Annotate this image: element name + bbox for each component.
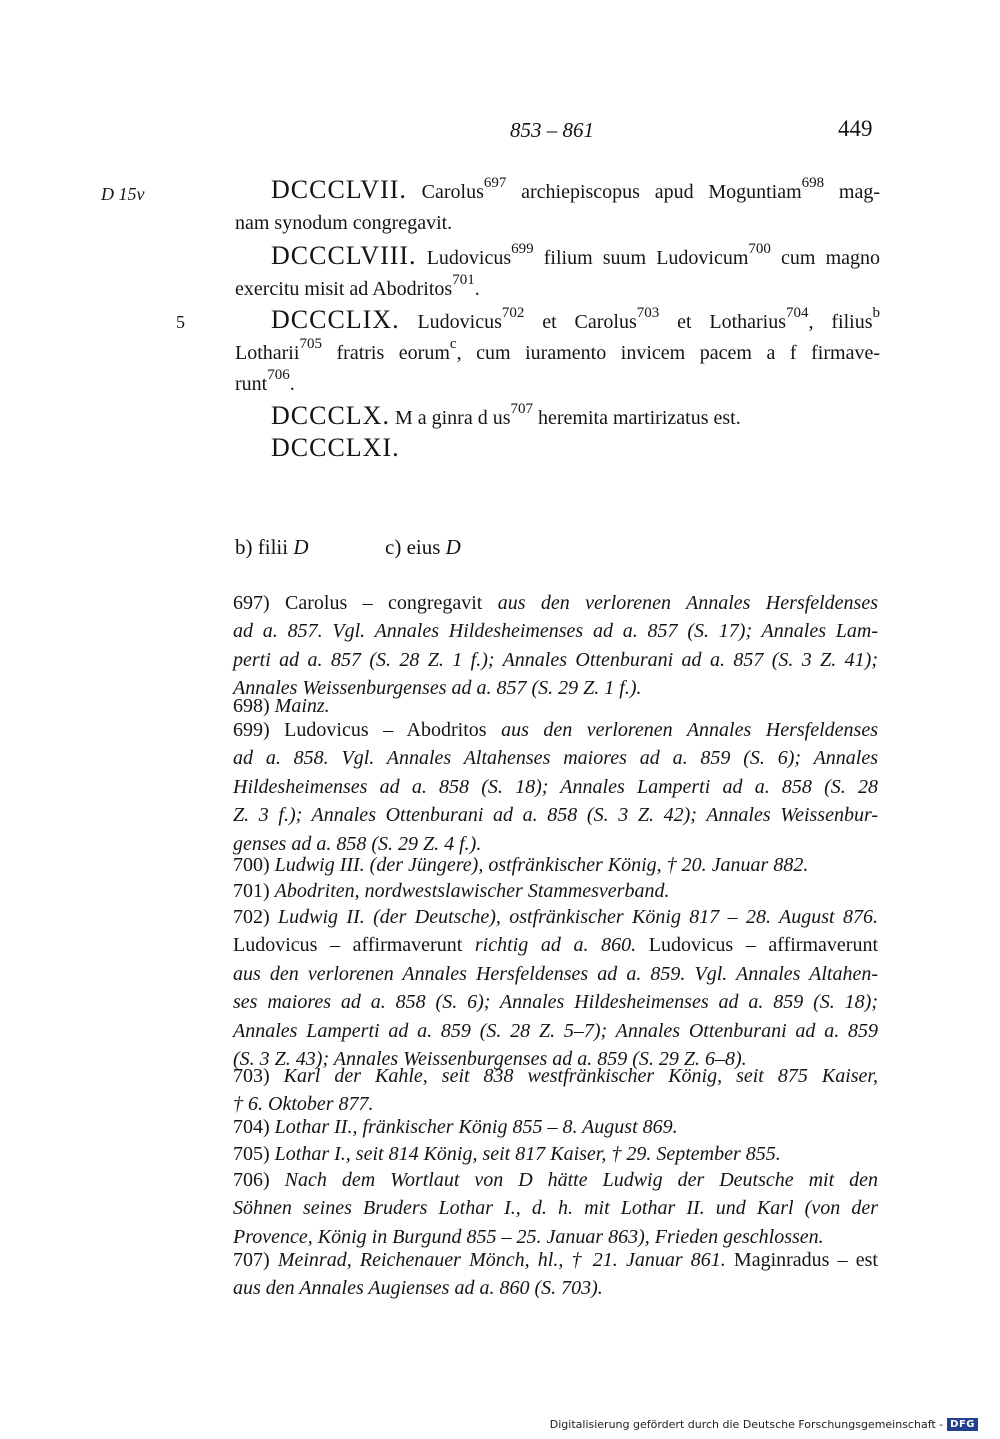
- footnote-text: Nach dem Wortlaut von D hätte Ludwig der Deutsche mit den: [284, 1169, 878, 1191]
- variant-note-label: c) eius: [385, 535, 446, 559]
- entry-text: filium suum Ludovicum: [533, 247, 749, 269]
- footnote-706: [233, 1166, 878, 1251]
- footnote-text: 699) Ludovicus – Abodritos: [233, 719, 502, 741]
- footnote-text: Abodriten, nordwestslawischer Stammesverband.: [274, 880, 670, 902]
- footnote-line: [233, 1194, 878, 1222]
- entry-text: heremita martirizatus est.: [533, 407, 741, 429]
- entry-text: Lotharii: [235, 342, 300, 364]
- footnote-text: aus den Annales Augienses ad a. 860 (S. 703).: [233, 1277, 603, 1300]
- running-header-years: 853 – 861: [510, 118, 594, 142]
- footnote-text: Hildesheimenses ad a. 858 (S. 18); Annales Lamperti ad a. 858 (S. 28: [233, 775, 878, 798]
- credit-text: Digitalisierung gefördert durch die Deutsche Forschungsgemeinschaft -: [549, 1418, 944, 1431]
- footnote-text: Lothar II., fränkischer König 855 – 8. August 869.: [274, 1116, 678, 1138]
- footnote-line: [233, 1166, 878, 1194]
- footnote-701: [233, 877, 878, 905]
- footnote-text: genses ad a. 858 (S. 29 Z. 4 f.).: [233, 832, 482, 855]
- footnote-text: Mainz.: [274, 695, 330, 717]
- footnote-text: 701): [233, 880, 275, 902]
- footnote-line: [233, 617, 878, 645]
- entry-text: fratris eorum: [321, 342, 450, 364]
- variant-ref: b: [872, 305, 880, 321]
- footnote-text: Ludovicus – affirmaverunt: [233, 934, 475, 957]
- entry-text: et Carolus: [524, 311, 637, 333]
- footnote-ref: 706: [267, 367, 290, 383]
- entry-text: , cum iuramento invicem pacem a f firmave-: [456, 342, 880, 364]
- footnote-ref: 704: [786, 305, 809, 321]
- entry-text: exercitu misit ad Abodritos: [235, 278, 453, 300]
- footnote-text: 704): [233, 1116, 275, 1138]
- variant-note-b: [235, 535, 309, 560]
- footnote-text: Annales Lamperti ad a. 859 (S. 28 Z. 5–7); Annales Ottenburani ad a. 859: [233, 1019, 878, 1042]
- entry-861: [271, 433, 400, 465]
- footnote-ref: 697: [483, 175, 507, 191]
- footnote-ref: 701: [452, 272, 475, 288]
- entry-text: mag-: [824, 181, 880, 203]
- footnote-text: richtig ad a. 860.: [474, 934, 637, 957]
- footnote-line: [233, 1017, 878, 1045]
- footnote-line: [233, 903, 878, 931]
- year-heading: DCCCLVIII.: [271, 241, 417, 270]
- footnote-text: Lothar I., seit 814 König, seit 817 Kaiser, † 29. September 855.: [274, 1143, 781, 1165]
- entry-858: [235, 241, 880, 306]
- entry-857-line-2: nam synodum congregavit.: [235, 212, 453, 234]
- footnote-text: ad a. 858. Vgl. Annales Altahenses maiores ad a. 859 (S. 6); Annales: [233, 747, 878, 770]
- footnote-704: [233, 1113, 878, 1141]
- entry-text: et Lotharius: [659, 311, 787, 333]
- footnote-text: Provence, König in Burgund 855 – 25. Januar 863), Frieden geschlossen.: [233, 1225, 824, 1248]
- footnote-text: 697) Carolus – congregavit: [233, 592, 498, 614]
- footnote-text: ad a. 857. Vgl. Annales Hildesheimenses ad a. 857 (S. 17); Annales Lam-: [233, 620, 878, 643]
- entry-858-line-1: [235, 241, 880, 275]
- footnote-text: aus den verlorenen Annales Hersfeldenses: [497, 592, 878, 614]
- entry-text: runt: [235, 373, 268, 395]
- footnote-line: [233, 1062, 878, 1090]
- variant-ref: c: [449, 336, 457, 352]
- entry-859-line-1: [235, 305, 880, 339]
- entry-859-line-2: [235, 336, 880, 370]
- entry-860: [271, 401, 741, 435]
- footnote-text: perti ad a. 857 (S. 28 Z. 1 f.); Annales Ottenburani ad a. 857 (S. 3 Z. 41);: [233, 648, 878, 671]
- footnote-ref: 698: [801, 175, 825, 191]
- footnote-line: [233, 716, 878, 744]
- footnote-text: 707): [233, 1249, 278, 1271]
- page-number: 449: [838, 116, 873, 141]
- footnote-text: Meinrad, Reichenauer Mönch, hl., † 21. Januar 861.: [277, 1249, 726, 1271]
- footnote-text: Ludwig III. (der Jüngere), ostfränkischer König, † 20. Januar 882.: [274, 854, 809, 876]
- entry-857-line-1: [235, 175, 880, 209]
- entry-text: cum magno: [770, 247, 881, 269]
- footnote-line: [233, 773, 878, 801]
- footnote-line: [233, 646, 878, 674]
- footnote-ref: 703: [636, 305, 660, 321]
- footnote-line: [233, 801, 878, 829]
- footnote-text: Maginradus – est: [725, 1249, 878, 1271]
- footnote-707: [233, 1246, 878, 1303]
- footnote-text: 698): [233, 695, 275, 717]
- entry-text: Ludovicus: [417, 311, 502, 333]
- footnote-line: [233, 931, 878, 959]
- digitization-credit: [550, 1418, 978, 1431]
- footnote-text: Karl der Kahle, seit 838 westfränkischer König, seit 875 Kaiser,: [283, 1065, 878, 1087]
- footnote-line: [233, 589, 878, 617]
- footnote-text: 700): [233, 854, 275, 876]
- footnote-ref: 707: [510, 401, 534, 417]
- footnote-697: [233, 589, 878, 703]
- entry-text: , filius: [808, 311, 873, 333]
- year-heading: DCCCLX.: [271, 401, 390, 430]
- dfg-logo: DFG: [947, 1418, 978, 1431]
- footnote-line: [233, 1274, 878, 1302]
- footnote-ref: 700: [748, 241, 771, 257]
- footnote-text: Söhnen seines Bruders Lothar I., d. h. mit Lothar II. und Karl (von der: [233, 1197, 878, 1220]
- entry-text: .: [474, 278, 480, 300]
- footnote-699: [233, 716, 878, 858]
- footnote-line: [233, 1246, 878, 1274]
- footnote-text: Ludovicus – affirmaverunt: [636, 934, 878, 957]
- footnote-ref: 699: [511, 241, 534, 257]
- footnote-text: 702): [233, 906, 279, 928]
- footnote-line: [233, 851, 878, 879]
- entry-text: .: [289, 373, 295, 395]
- footnote-703: [233, 1062, 878, 1119]
- footnote-line: [233, 1113, 878, 1141]
- footnote-text: 705): [233, 1143, 275, 1165]
- footnote-ref: 705: [299, 336, 322, 352]
- footnote-ref: 702: [501, 305, 525, 321]
- year-heading: DCCCLVII.: [271, 175, 407, 204]
- entry-857: [235, 175, 880, 238]
- variant-note-siglum: D: [445, 535, 461, 559]
- variant-note-c: [385, 535, 461, 560]
- footnote-text: † 6. Oktober 877.: [233, 1093, 374, 1116]
- footnote-text: Annales Weissenburgenses ad a. 857 (S. 29 Z. 1 f.).: [233, 677, 642, 700]
- variant-note-label: b) filii: [235, 535, 294, 559]
- footnote-line: [233, 1140, 878, 1168]
- footnote-700: [233, 851, 878, 879]
- footnote-line: [233, 877, 878, 905]
- entry-858-line-2: [235, 272, 880, 306]
- footnote-705: [233, 1140, 878, 1168]
- year-heading: DCCCLIX.: [271, 305, 400, 334]
- footnote-text: Z. 3 f.); Annales Ottenburani ad a. 858 (S. 3 Z. 42); Annales Weissenbur-: [233, 804, 878, 827]
- year-heading: DCCCLXI.: [271, 433, 400, 462]
- margin-source-ref: D 15v: [101, 184, 145, 204]
- footnote-text: Ludwig II. (der Deutsche), ostfränkischer König 817 – 28. August 876.: [278, 906, 878, 928]
- variant-note-siglum: D: [293, 535, 309, 559]
- entry-text: Carolus: [421, 181, 484, 203]
- footnote-702: [233, 903, 878, 1073]
- entry-text: Ludovicus: [426, 247, 512, 269]
- footnote-text: 706): [233, 1169, 285, 1191]
- entry-text: M a ginra d us: [394, 407, 511, 429]
- footnote-text: aus den verlorenen Annales Hersfeldenses: [501, 719, 878, 741]
- margin-line-number: 5: [176, 312, 185, 332]
- footnote-line: [233, 960, 878, 988]
- footnote-text: 703): [233, 1065, 284, 1087]
- entry-859-line-3: [235, 367, 880, 401]
- footnote-line: [233, 744, 878, 772]
- footnote-text: (S. 3 Z. 43); Annales Weissenburgenses ad a. 859 (S. 29 Z. 6–8).: [233, 1048, 747, 1071]
- entry-text: archiepiscopus apud Moguntiam: [506, 181, 802, 203]
- footnote-text: aus den verlorenen Annales Hersfeldenses ad a. 859. Vgl. Annales Altahen-: [233, 962, 878, 985]
- entry-859: [235, 305, 880, 401]
- footnote-line: [233, 988, 878, 1016]
- footnote-text: ses maiores ad a. 858 (S. 6); Annales Hildesheimenses ad a. 859 (S. 18);: [233, 991, 878, 1014]
